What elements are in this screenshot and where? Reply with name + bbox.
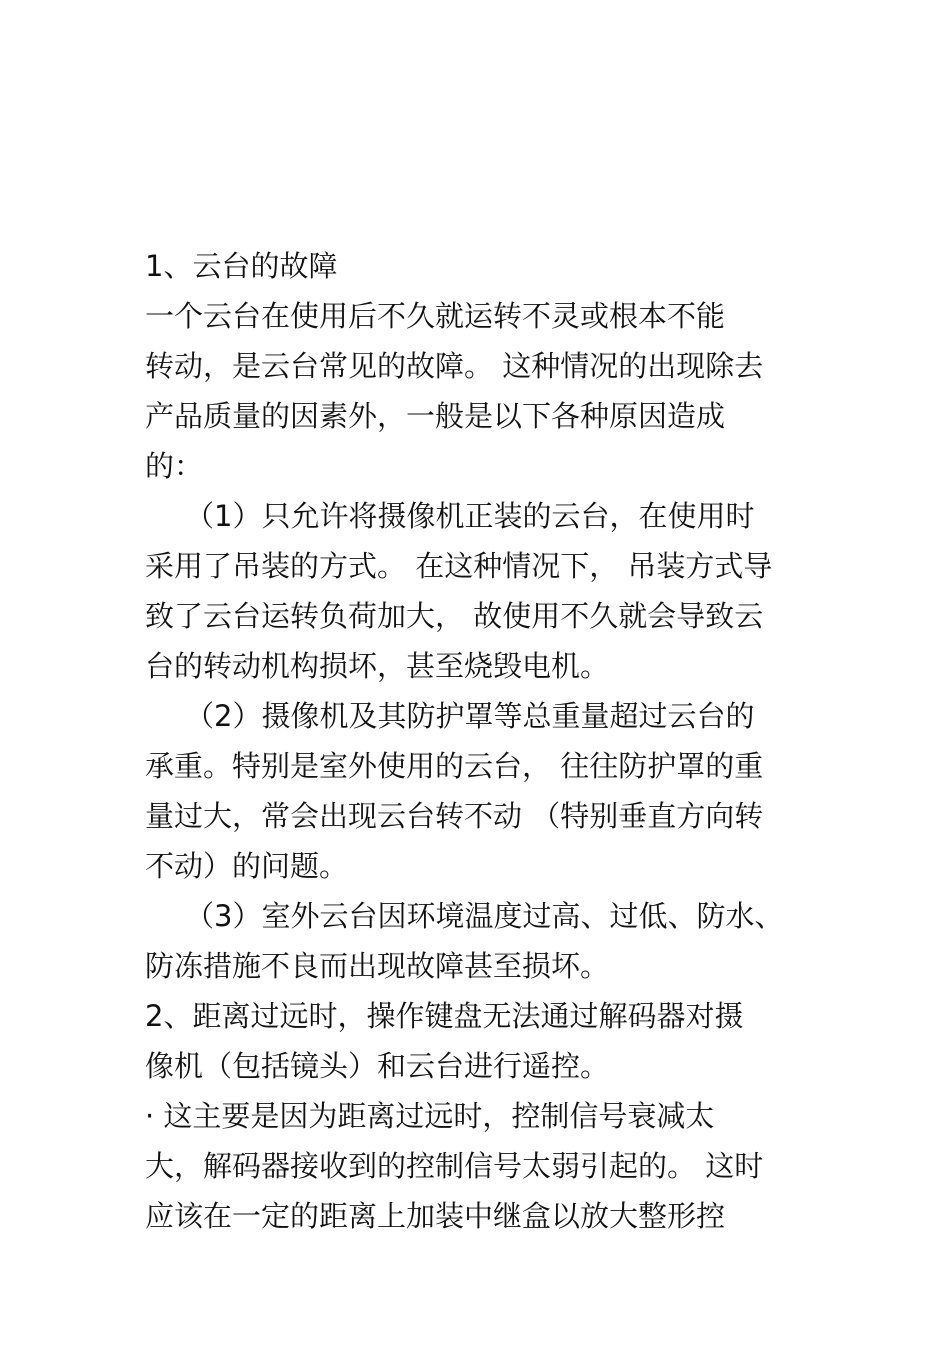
body-text-line: 承重。特别是室外使用的云台， 往往防护罩的重 [145,749,764,783]
body-text-line: 量过大，常会出现云台转不动 （特别垂直方向转 [145,799,764,833]
section-heading-1: 1、云台的故障 [145,249,338,283]
body-text-line: 应该在一定的距离上加装中继盒以放大整形控 [145,1199,726,1233]
body-text-line: 产品质量的因素外，一般是以下各种原因造成 [145,399,726,433]
list-item-3: （3）室外云台因环境温度过高、过低、防水、 [185,899,784,933]
list-item-1: （1）只允许将摄像机正装的云台，在使用时 [185,499,755,533]
body-text-line: 转动，是云台常见的故障。 这种情况的出现除去 [145,349,764,383]
bullet-line: · 这主要是因为距离过远时，控制信号衰减太 [145,1099,715,1133]
body-text-line: 一个云台在使用后不久就运转不灵或根本不能 [145,299,726,333]
body-text-line: 致了云台运转负荷加大， 故使用不久就会导致云 [145,599,764,633]
body-text-line: 不动）的问题。 [145,849,349,883]
body-text-line: 像机（包括镜头）和云台进行遥控。 [145,1049,610,1083]
body-text-line: 台的转动机构损坏，甚至烧毁电机。 [145,649,610,683]
body-text-line: 防冻措施不良而出现故障甚至损坏。 [145,949,610,983]
body-text-line: 采用了吊装的方式。 在这种情况下， 吊装方式导 [145,549,773,583]
section-heading-2: 2、距离过远时，操作键盘无法通过解码器对摄 [145,999,744,1033]
body-text-line: 的： [145,449,204,483]
list-item-2: （2）摄像机及其防护罩等总重量超过云台的 [185,699,755,733]
body-text-line: 大，解码器接收到的控制信号太弱引起的。 这时 [145,1149,764,1183]
